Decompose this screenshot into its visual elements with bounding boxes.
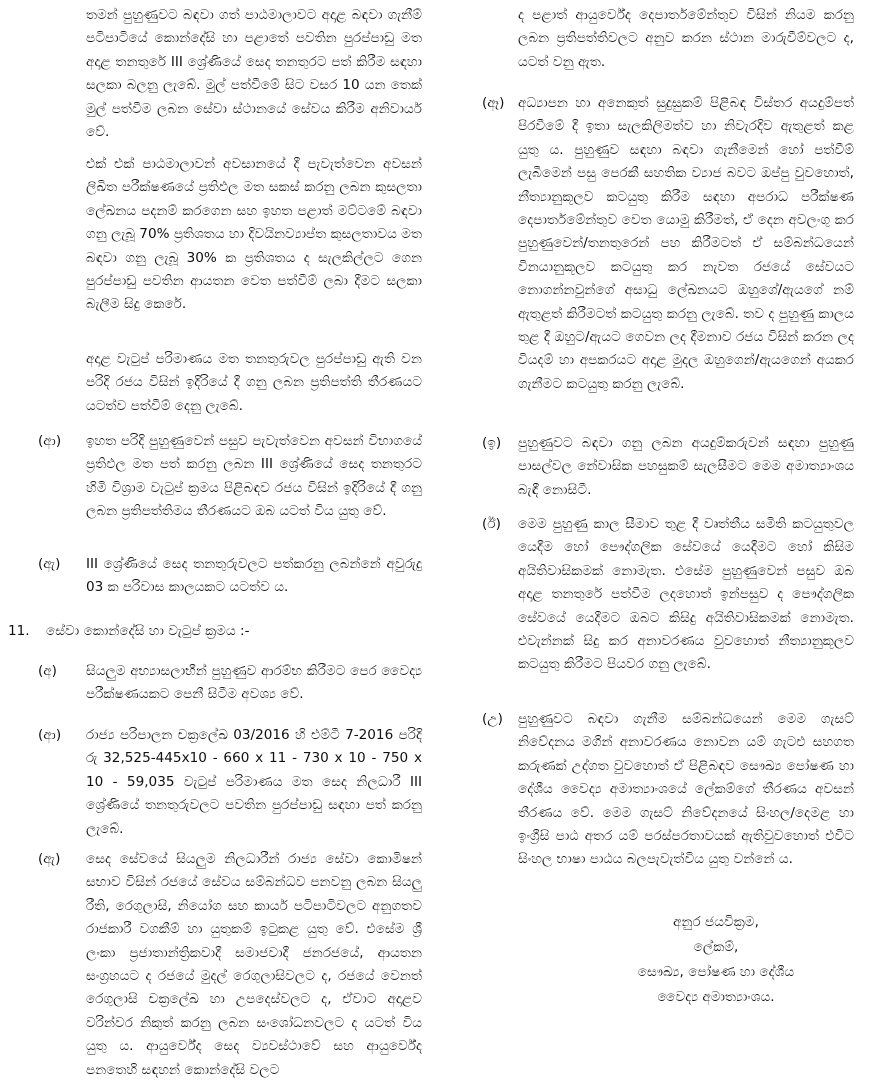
clause-ii-private-practice: මෙම පුහුණු කාල සීමාව තුළ දී වෘත්තීය සමිති කටයුතුවල යෙදීම හෝ පෞද්ගලික සේවයේ යෙදීමට හෝ කිසිම අයිතිවාසිකමක් නොමැත. එසේම පුහුණුවෙන් පසුව ඔබ අදාළ තනතුරේ පත්වීම ලදහොත් ඉන්පසුව ද පෞද්ගලික සේවයේ යෙදීමට ඔබට කිසිදු අයිතිවාසිකමක් නොමැත. එවැන්නක් සිදු කර අනාවරණය වුවහොත් නීත්‍යානුකූලව කටයුතු කිරීමට පියවර ගනු ලැබේ. xyxy=(518,516,854,673)
left-paragraph-merit-list: එක් එක් පාඨමාලාවන් අවසානයේ දී පැවැත්වෙන අවසන් ලිඛිත පරීක්ෂණයේ ප්‍රතිඵල මත සකස් කරනු ලබන කුසලතා ලේඛනය පදනම් කරගෙන සහ ඉහත පළාත් මට්ටමේ බඳවා ගනු ලැබූ 70% ප්‍රතිශතය හා දිවයිනව්‍යාප්ත කුසලතාවය මත බඳවා ගනු ලැබූ 30% ක ප්‍රතිශතය ද සැලකිල්ලට ගෙන පුරප්පාඩු පවතින ආයතන වෙත පත්වීම් ලබා දීමට සලකා බැලීම සිදු කෙරේ. xyxy=(86,156,422,313)
clause-ae-probation: III ශ්‍රේණියේ සෙද තනතුරුවලට පත්කරනු ලබන්නේ අවුරුදු 03 ක පරිවාස කාලයකට යටත්ව ය. xyxy=(86,556,422,596)
right-paragraph-continuation: ද පළාත් ආයුර්වේද දෙපාර්තමේන්තුව විසින් නියම කරනු ලබන ප්‍රතිපත්තිවලට අනුව කරන ස්ථාන මාරුවීම්වලට ද, යටත් වනු ඇත. xyxy=(518,7,854,70)
clause-marker-a: (අ) xyxy=(38,663,57,679)
clause-uu-final-decision: පුහුණුවට බඳවා ගැනීම සම්බන්ධයෙන් මෙම ගැසට් නිවේදනය මගින් අනාවරණය නොවන යම් ගැටළු සහගත කරුණක් උද්ගත වුවහොත් ඒ පිළිබඳව සෞඛ්‍ය පෝෂණ හා දේශීය වෛද්‍ය අමාත්‍යාංශයේ ලේකම්ගේ තීරණය අවසන් තීරණය වේ. මෙම ගැසට් නිවේදනයේ සිංහල/දෙමළ හා ඉංග්‍රීසි පාඨ අතර යම් පරස්පරතාවයක් ඇතිවුවහොත් එවිට සිංහල භාෂා පාඨය බලපැවැත්විය යුතු වන්නේ ය. xyxy=(518,711,854,868)
clause-ae-regulations: සෙද සේවයේ සියලුම නිලධාරීන් රාජ්‍ය සේවා කොමිෂන් සභාව විසින් රජයේ සේවය සම්බන්ධව පනවනු ලබන සියලු රීති, රෙගුලාසි, නියෝග සහ කාර්ය පටිපාටිවලට අනුගතව රාජකාරී වගකීම් හා යුතුකම් ඉටුකළ යුතු වේ. එසේම ශ්‍රී ලංකා ප්‍රජාතාන්ත්‍රිකවාදී සමාජවාදී ජනරජයේ, ආයතන සංග්‍රහයට ද රජයේ මුදල් රෙගුලාසිවලට ද, රජයේ වෙනත් රෙගුලාසි චක්‍රලේඛ හා උපදෙස්වලට ද, ඒවාට අදාළව වරින්වර නිකුත් කරනු ලබන සංශෝධනවලට ද යටත් විය යුතු ය. ආයුර්වේද සෙද ව්‍යවස්ථාවේ සහ ආයුර්වේද පනතෙහි සඳහන් කොන්දේසි වලට xyxy=(86,851,422,1078)
clause-marker-uu: (උ) xyxy=(482,711,503,727)
clause-a-medical: සියලුම අභ්‍යාසලාභීන් පුහුණුව ආරම්භ කිරීමට පෙර වෛද්‍ය පරීක්ෂණයකට පෙනී සිටීම අවශ්‍ය වේ. xyxy=(86,663,422,703)
right-column xyxy=(448,0,868,1092)
signature-ministry-line-1: සෞඛ්‍ය, පෝෂණ හා දේශීය xyxy=(637,964,795,980)
clause-marker-ae-2: (ඇ) xyxy=(38,851,61,867)
left-column xyxy=(0,0,436,1092)
clause-marker-aa-2: (ආ) xyxy=(38,727,62,743)
clause-marker-ae: (ඇ) xyxy=(38,556,61,572)
left-paragraph-salary-vacancies: අදාළ වැටුප් පරිමාණය මත තනතුරුවල පුරප්පාඩු ඇති වන පරිදි රජය විසින් ඉදිරියේ දී ගනු ලබන ප්‍රතිපත්ති තීරණයට යටත්ව පත්වීම් දෙනු ලැබේ. xyxy=(86,351,422,414)
signature-ministry-line-2: වෛද්‍ය අමාත්‍යාංශය. xyxy=(657,989,775,1005)
left-paragraph-continuation: තමන් පුහුණුවට බඳවා ගත් පාඨමාලාවට අදාළ බඳවා ගැනීම් පටිපාටියේ කොන්දේසි හා පළාතේ පවතින පුරප්පාඩු මත අදාළ තනතුරේ III ශ්‍රේණියේ සෙද තනතුරට පත් කිරීම සඳහා සලකා බලනු ලැබේ. මුල් පත්වීමේ සිට වසර 10 යන තෙක් මුල් පත්වීම ලබන සේවා ස්ථානයේ සේවය කිරීම අනිවාර්ය වේ. xyxy=(86,7,422,141)
section-number: 11. xyxy=(8,623,30,639)
clause-ae-false-certificates: අධ්‍යාපන හා අනෙකුත් සුදුසුකම් පිළිබඳ විස්තර අයදුම්පත් පිරවීමේ දී ඉතා සැලකිලිමත්ව හා නිවැරදිව ඇතුළත් කළ යුතු ය. පුහුණුව සඳහා බඳවා ගැනීමෙන් හෝ පත්වීම් ලැබීමෙන් පසු පෙරකී සහතික ව්‍යාජ බවට ඔප්පු වුවහොත්, නීත්‍යානුකූලව කටයුතු කිරීම සඳහා අපරාධ පරීක්ෂණ දෙපාර්තමේන්තුව වෙත යොමු කිරීමත්, ඒ දෙන අවලංගු කර පුහුණුවෙන්/තනතුරෙන් පහ කිරීමටත් ඒ සම්බන්ධයෙන් විනයානුකූලව කටයුතු කර නැවත රජයේ සේවයට නොගන්නවුන්ගේ අසාධු ලේඛනයට ඔහුගේ/ඇයගේ නම් ඇතුළත් කිරීමටත් කටයුතු කරනු ලැබේ. තව ද පුහුණු කාලය තුළ දී ඔහුට/ඇයට ගෙවන ලද දීමනාව රජය විසින් කරන ලද වියදම් හා අපකරයට අදාළ මුදල ඔහුගෙන්/ඇයගෙන් අයකර ගැනීමට කටයුතු කරනු ලැබේ. xyxy=(518,95,854,392)
section-heading: සේවා කොන්දේසි හා වැටුප් ක්‍රමය :- xyxy=(46,623,250,639)
clause-marker-aa: (ආ) xyxy=(38,433,62,449)
clause-marker-ae-long: (ඈ) xyxy=(482,95,505,111)
clause-aa-salary-scale: රාජ්‍ය පරිපාලන චක්‍රලේඛ 03/2016 හි එම්ටී 7-2016 පරිදි රු 32,525-445x10 - 660 x 11 - 730 x 10 - 750 x 10 - 59,035 වැටුප් පරිමාණය මත සෙද නිලධාරී III ශ්‍රේණියේ තනතුරුවලට පවතින පුරප්පාඩු සඳහා පත් කරනු ලැබේ. xyxy=(86,727,422,837)
signature-title: ලේකම්, xyxy=(693,939,739,955)
clause-u-residential: පුහුණුවට බඳවා ගනු ලබන අයදුම්කරුවන් සඳහා පුහුණු පාසල්වල නේවාසික පහසුකම් සැලසීමට මෙම අමාත්‍යාංශය බැඳී නොසිටී. xyxy=(518,435,854,498)
clause-marker-ii: (ඊ) xyxy=(482,516,501,532)
clause-marker-u: (ඉ) xyxy=(482,435,502,451)
clause-aa-pension: ඉහත පරිදි පුහුණුවෙන් පසුව පැවැත්වෙන අවසන් විභාගයේ ප්‍රතිඵල මත පත් කරනු ලබන III ශ්‍රේණියේ සෙද තනතුරට හිමි විශ්‍රාම වැටුප් ක්‍රමය පිළිබඳව රජය විසින් ඉදිරියේ දී ගනු ලබන ප්‍රතිපත්තිමය තීරණයට ඔබ යටත් විය යුතු වේ. xyxy=(86,433,422,520)
signature-name: අනුර ජයවික්‍රම, xyxy=(673,914,759,930)
